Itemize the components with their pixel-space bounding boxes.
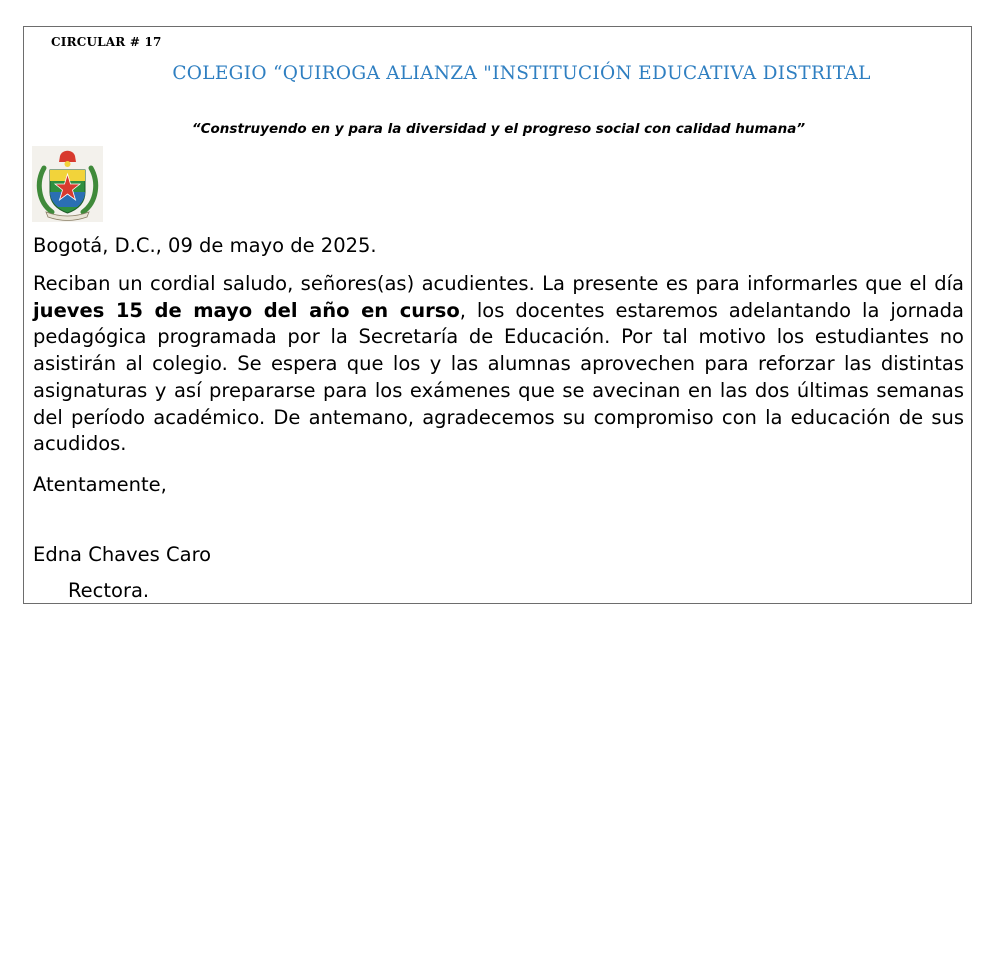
- circular-number: CIRCULAR # 17: [51, 35, 162, 49]
- letter-body: [33, 271, 964, 458]
- letter-body-highlight-date: jueves 15 de mayo del año en curso: [33, 298, 460, 322]
- signer-name: Edna Chaves Caro: [33, 543, 212, 566]
- school-crest-icon: [32, 146, 103, 222]
- school-motto: “Construyendo en y para la diversidad y el progreso social con calidad humana”: [191, 121, 806, 137]
- letter-closing: Atentamente,: [33, 473, 167, 496]
- circular-document: [23, 26, 972, 604]
- school-title: COLEGIO “QUIROGA ALIANZA "INSTITUCIÓN EDUCATIVA DISTRITAL: [172, 63, 871, 84]
- signer-role: Rectora.: [68, 579, 150, 602]
- letter-body-intro: Reciban un cordial saludo, señores(as) acudientes. La presente es para informarles que el día: [33, 272, 964, 295]
- letter-date: Bogotá, D.C., 09 de mayo de 2025.: [33, 234, 377, 257]
- letter-body-rest: , los docentes estaremos adelantando la jornada pedagógica programada por la Secretaría de Educación. Por tal motivo los estudiantes no asistirán al colegio. Se espera que los y las alumnas aprovechen para reforzar las distintas asignaturas y así prepararse para los exámenes que se avecinan en las dos últimas semanas del período académico. De antemano, agradecemos su compromiso con la educación de sus acudidos.: [33, 298, 964, 456]
